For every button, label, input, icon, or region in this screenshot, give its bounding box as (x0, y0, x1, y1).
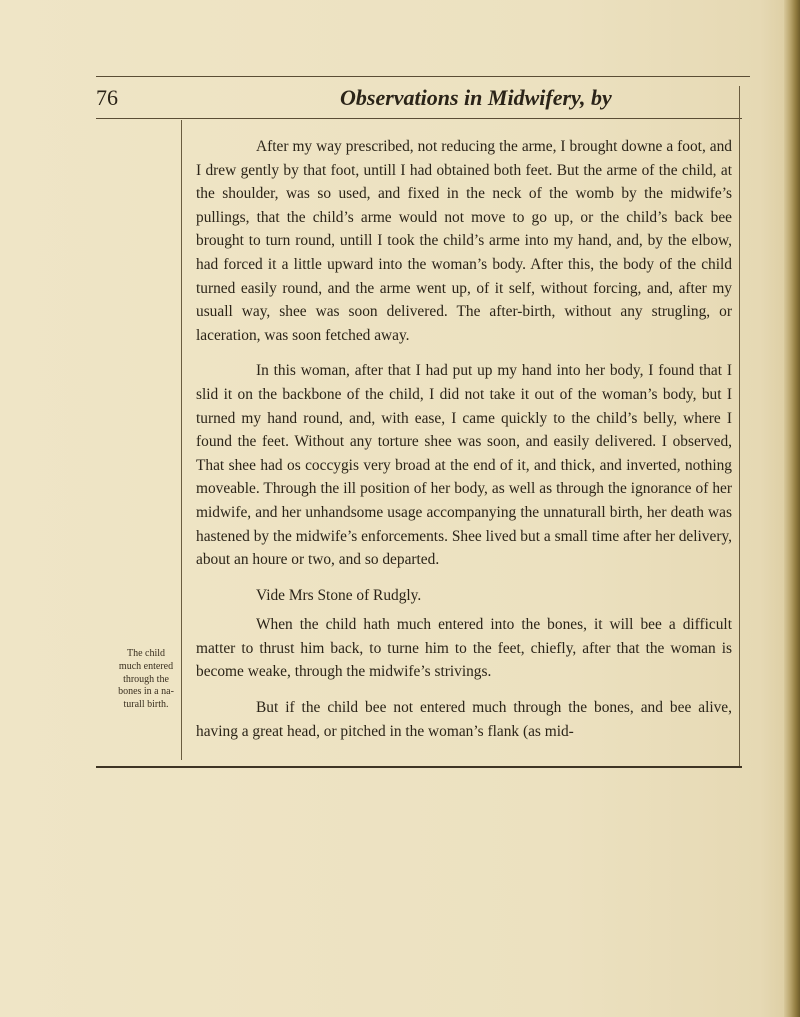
running-head: Observations in Midwifery, by (340, 85, 612, 110)
bottom-rule (96, 766, 742, 768)
margin-column-rule (181, 120, 182, 760)
margin-note: The child much entered through the bones in a na-turall birth. (118, 648, 174, 711)
top-rule (96, 76, 750, 77)
paragraph-1: After my way prescribed, not reducing the arme, I brought downe a foot, and I drew gently by that foot, untill I had obtained both feet. But the arme of the child, at the shoulder, was so used, and fixed in the neck of the womb by the midwife’s pullings, that the child’s arme would not move to go up, or the child’s back bee brought to turn round, untill I took the child’s arme into my hand, and, by the elbow, had forced it a little upward into the woman’s body. After this, the body of the child turned easily round, and the arme went up, of it self, without forcing, and, after my usuall way, shee was soon delivered. The after-birth, without any strugling, or laceration, was soon fetched away. (196, 138, 732, 344)
paragraph-4: But if the child bee not entered much through the bones, and bee alive, having a great head, or pitched in the woman’s flank (as mid- (196, 699, 732, 740)
paragraph-3: When the child hath much entered into the bones, it will bee a difficult matter to thrust him back, to turne him to the feet, chiefly, after that the woman is become weake, through the midwife’s strivings. (196, 616, 732, 681)
page-number: 76 (96, 85, 118, 110)
header-rule (96, 118, 742, 119)
body-text (196, 135, 732, 755)
page-edge-shadow (784, 0, 800, 1017)
right-frame-rule (739, 86, 740, 766)
paragraph-vide: Vide Mrs Stone of Rudgly. (256, 586, 422, 604)
paragraph-2: In this woman, after that I had put up my hand into her body, I found that I slid it on the backbone of the child, I did not take it out of the woman’s body, but I turned my hand round, and, with ease, I came quickly to the child’s belly, where I found the feet. Without any torture shee was soon, and easily delivered. I observed, That shee had os coccygis very broad at the end of it, and thick, and inverted, nothing moveable. Through the ill position of her body, as well as through the ignorance of her midwife, and her unhandsome usage accompanying the unnaturall birth, her death was hastened by the midwife’s enforcements. Shee lived but a small time after her delivery, about an houre or two, and so departed. (196, 362, 732, 569)
